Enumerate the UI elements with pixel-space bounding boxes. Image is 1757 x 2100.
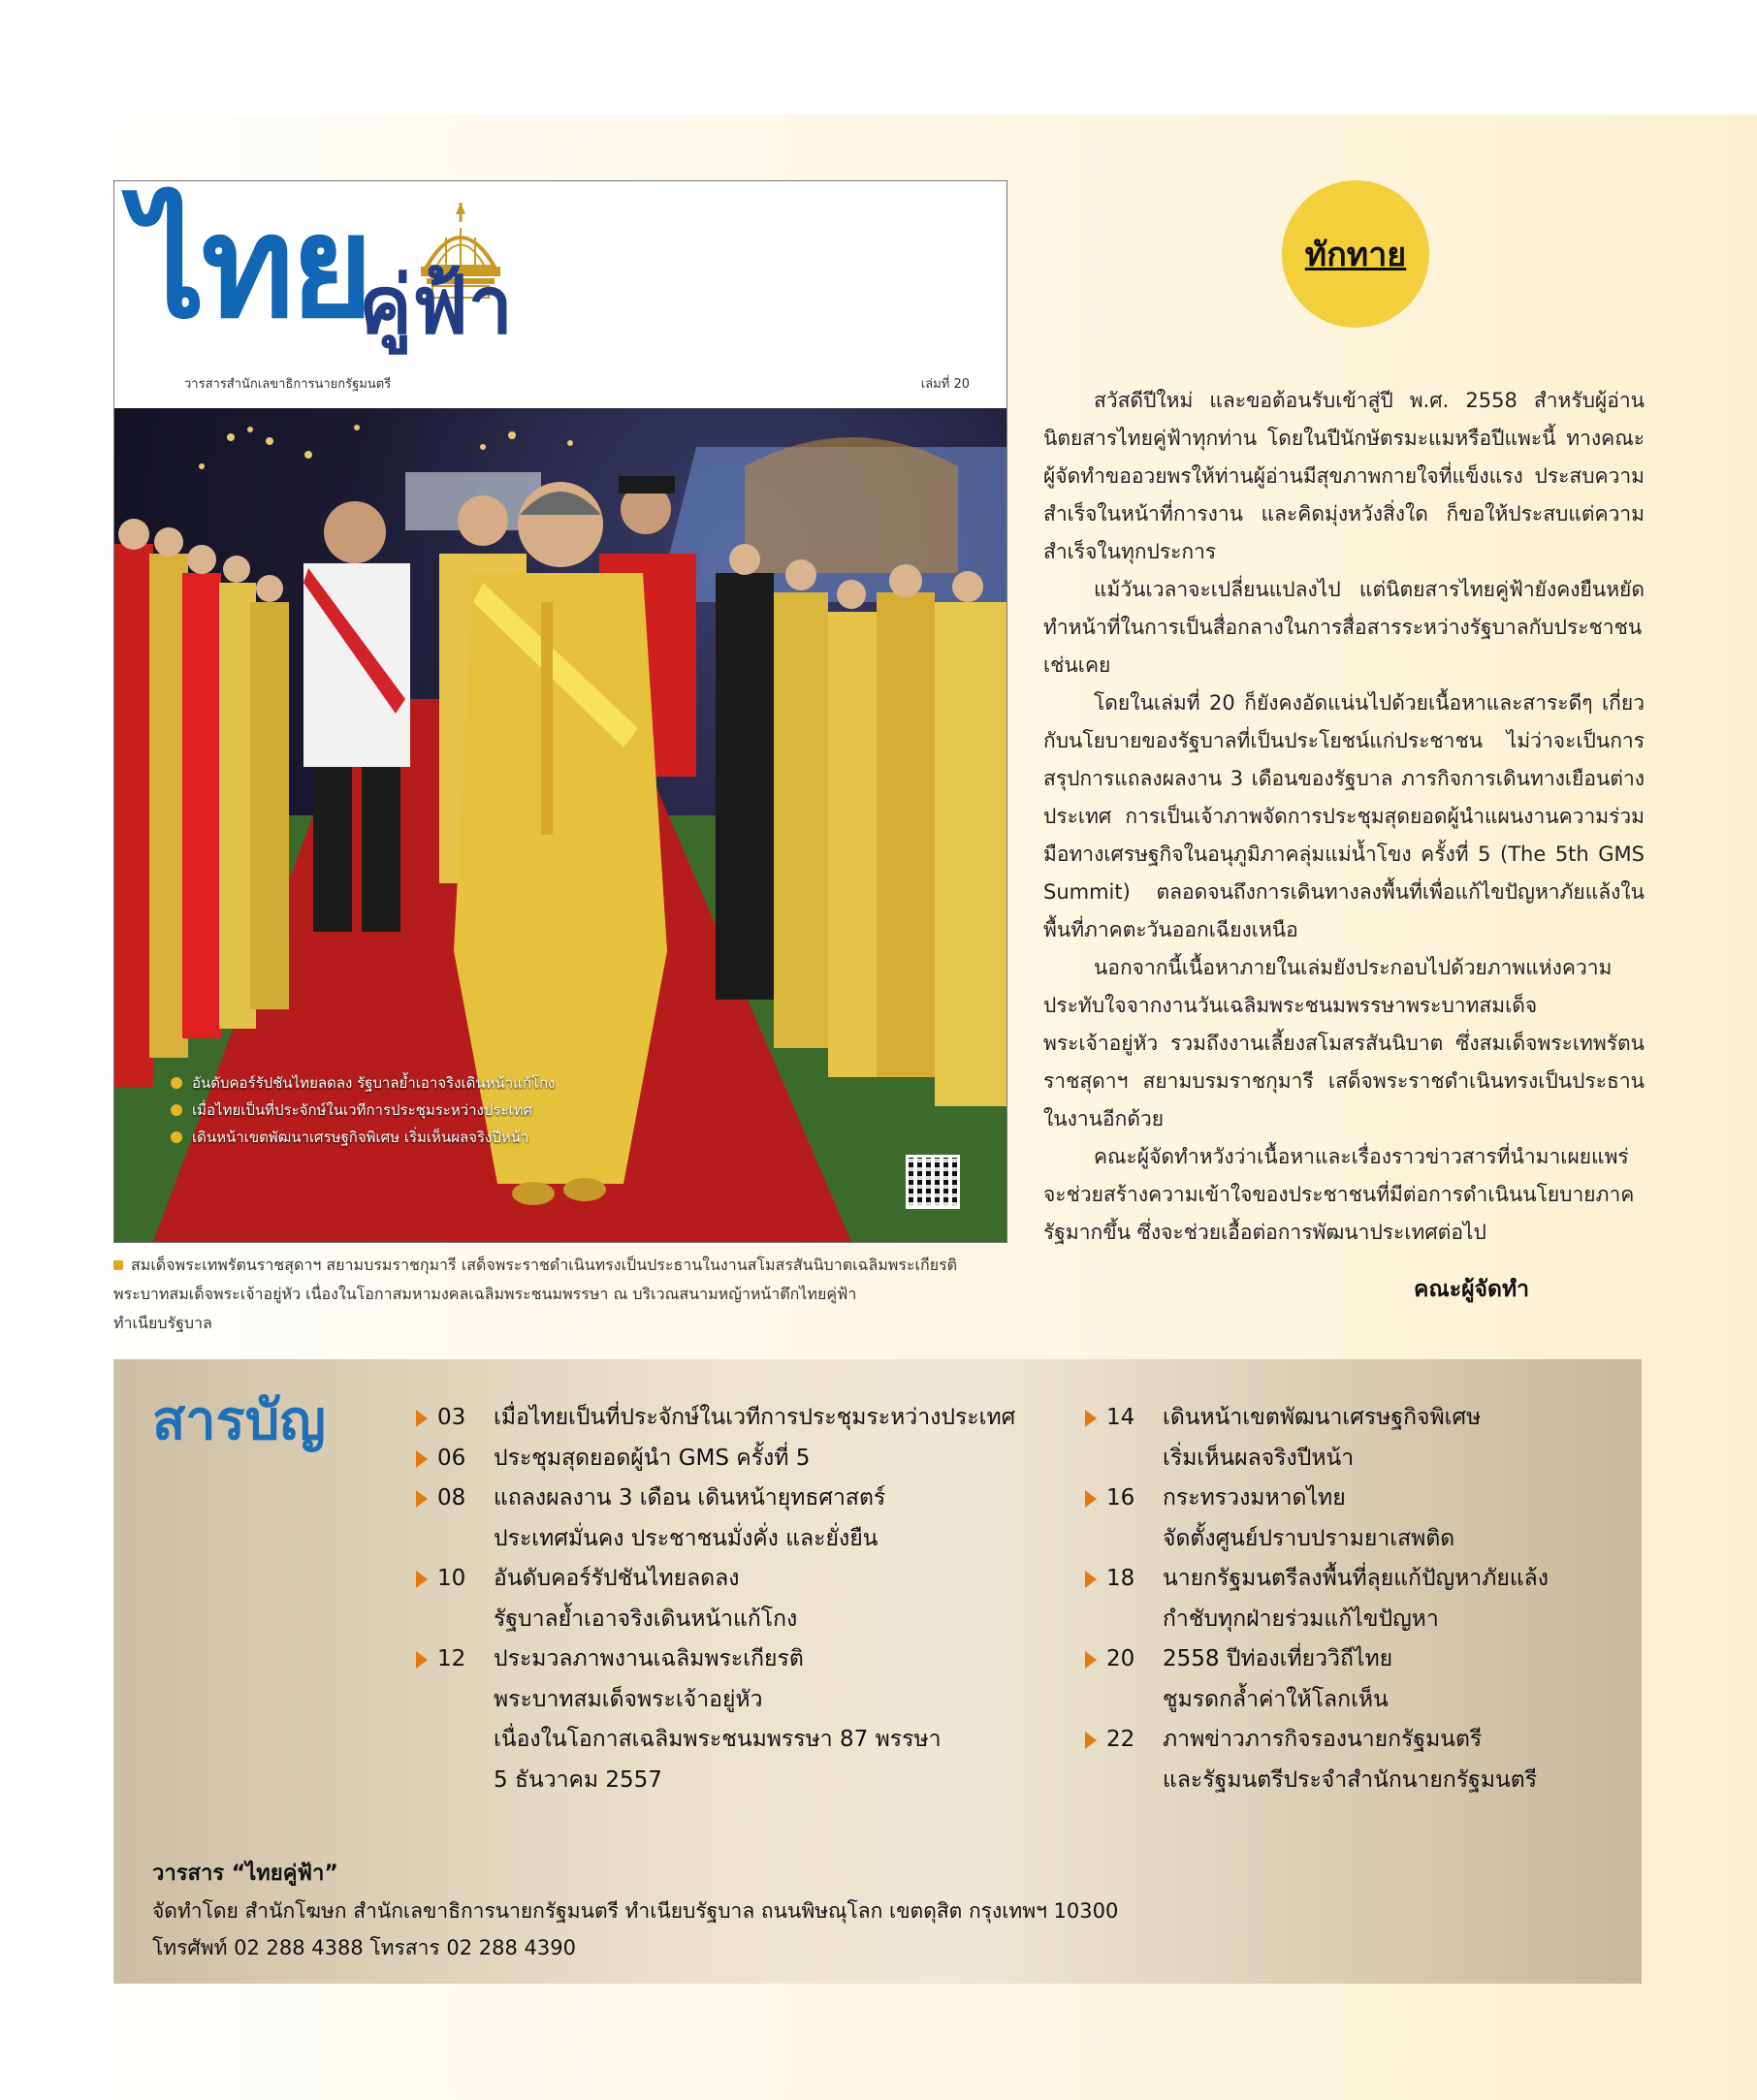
cover-headline xyxy=(171,1126,597,1149)
toc-item-title: รัฐบาลย้ำเอาจริงเดินหน้าแก้โกง xyxy=(494,1606,798,1632)
cover-headlines xyxy=(171,1071,597,1153)
arrow-right-icon xyxy=(416,1490,428,1508)
arrow-right-icon xyxy=(1085,1732,1097,1749)
toc-item-title: 5 ธันวาคม 2557 xyxy=(494,1766,662,1793)
toc-item[interactable] xyxy=(1085,1479,1628,1559)
greeting-badge-label: ทักทาย xyxy=(1304,236,1407,274)
toc-column-right xyxy=(1085,1398,1628,1800)
editorial-text xyxy=(1043,382,1645,1252)
bullet-icon xyxy=(171,1077,182,1089)
toc-item-title: แถลงผลงาน 3 เดือน เดินหน้ายุทธศาสตร์ xyxy=(494,1485,886,1511)
toc-item[interactable] xyxy=(416,1439,1037,1480)
greeting-badge xyxy=(1282,180,1429,328)
toc-item-title: เริ่มเห็นผลจริงปีหน้า xyxy=(1163,1445,1355,1471)
toc-page-number: 10 xyxy=(437,1566,466,1591)
toc-item[interactable] xyxy=(416,1398,1037,1439)
toc-item-title: 2558 ปีท่องเที่ยววิถีไทย xyxy=(1163,1646,1393,1671)
editorial-paragraph: สวัสดีปีใหม่ และขอต้อนรับเข้าสู่ปี พ.ศ. 2558 สำหรับผู้อ่านนิตยสารไทยคู่ฟ้าทุกท่าน โดยในปีนักษัตรมะแมหรือปีแพะนี้ ทางคณะผู้จัดทำขออวยพรให้ท่านผู้อ่านมีสุขภาพกายใจที่แข็งแรง ประสบความสำเร็จในหน้าที่การงาน และคิดมุ่งหวังสิ่งใด ก็ขอให้ประสบแต่ความสำเร็จในทุกประการ xyxy=(1043,389,1645,563)
cover-photo xyxy=(114,408,1006,1242)
cover-subtitle: วารสารสำนักเลขาธิการนายกรัฐมนตรี xyxy=(184,377,392,392)
toc-item-title: ประมวลภาพงานเฉลิมพระเกียรติ xyxy=(494,1646,804,1671)
arrow-right-icon xyxy=(416,1651,428,1669)
photo-caption xyxy=(113,1251,1006,1338)
toc-item-title: ภาพข่าวภารกิจรองนายกรัฐมนตรี xyxy=(1163,1727,1483,1752)
toc-page-number: 08 xyxy=(437,1485,466,1511)
cover-issue-number: เล่มที่ 20 xyxy=(920,377,970,392)
editorial-paragraph: แม้วันเวลาจะเปลี่ยนแปลงไป แต่นิตยสารไทยคู่ฟ้ายังคงยืนหยัดทำหน้าที่ในการเป็นสื่อกลางในการสื่อสารระหว่างรัฐบาลกับประชาชนเช่นเคย xyxy=(1043,578,1645,677)
magazine-cover xyxy=(113,180,1007,1243)
publisher-address: จัดทำโดย สำนักโฆษก สำนักเลขาธิการนายกรัฐมนตรี ทำเนียบรัฐบาล ถนนพิษณุโลก เขตดุสิต กรุงเทพฯ 10300 xyxy=(152,1899,1119,1923)
table-of-contents xyxy=(113,1359,1642,1984)
toc-item-title: กำชับทุกฝ่ายร่วมแก้ไขปัญหา xyxy=(1163,1606,1439,1632)
toc-title: สารบัญ xyxy=(152,1389,326,1452)
bullet-icon xyxy=(171,1131,182,1143)
editorial-paragraph: โดยในเล่มที่ 20 ก็ยังคงอัดแน่นไปด้วยเนื้อหาและสาระดีๆ เกี่ยวกับนโยบายของรัฐบาลที่เป็นประโยชน์แก่ประชาชน ไม่ว่าจะเป็นการสรุปการแถลงผลงาน 3 เดือนของรัฐบาล ภารกิจการเดินทางเยือนต่างประเทศ การเป็นเจ้าภาพจัดการประชุมสุดยอดผู้นำแผนงานความร่วมมือทางเศรษฐกิจในอนุภูมิภาคลุ่มแม่น้ำโขง ครั้งที่ 5 (The 5th GMS Summit) ตลอดจนถึงการเดินทางลงพื้นที่เพื่อแก้ไขปัญหาภัยแล้งในพื้นที่ภาคตะวันออกเฉียงเหนือ xyxy=(1043,691,1645,941)
toc-item[interactable] xyxy=(1085,1639,1628,1720)
toc-item[interactable] xyxy=(416,1559,1037,1639)
cover-headline xyxy=(171,1098,597,1122)
toc-item-title: อันดับคอร์รัปชันไทยลดลง xyxy=(494,1566,740,1591)
toc-item-title: กระทรวงมหาดไทย xyxy=(1163,1485,1346,1511)
toc-item-title: จัดตั้งศูนย์ปราบปรามยาเสพติด xyxy=(1163,1525,1455,1551)
editorial-paragraph: นอกจากนี้เนื้อหาภายในเล่มยังประกอบไปด้วยภาพแห่งความประทับใจจากงานวันเฉลิมพระชนมพรรษาพระบาทสมเด็จพระเจ้าอยู่หัว รวมถึงงานเลี้ยงสโมสรสันนิบาต ซึ่งสมเด็จพระเทพรัตนราชสุดาฯ สยามบรมราชกุมารี เสด็จพระราชดำเนินทรงเป็นประธานในงานอีกด้วย xyxy=(1043,956,1645,1130)
toc-item-title: เดินหน้าเขตพัฒนาเศรษฐกิจพิเศษ xyxy=(1163,1405,1482,1430)
publisher-contact: โทรศัพท์ 02 288 4388 โทรสาร 02 288 4390 xyxy=(152,1936,576,1959)
toc-item[interactable] xyxy=(1085,1398,1628,1479)
cover-headline xyxy=(171,1071,597,1095)
toc-page-number: 03 xyxy=(437,1405,466,1430)
toc-item-title: ประชุมสุดยอดผู้นำ GMS ครั้งที่ 5 xyxy=(494,1445,811,1471)
caption-marker-icon xyxy=(113,1260,123,1270)
arrow-right-icon xyxy=(416,1571,428,1588)
logo-sky-text: คู่ฟ้า xyxy=(359,260,513,352)
toc-page-number: 16 xyxy=(1106,1485,1135,1511)
caption-text: สมเด็จพระเทพรัตนราชสุดาฯ สยามบรมราชกุมารี เสด็จพระราชดำเนินทรงเป็นประธานในงานสโมสรสันนิบาตเฉลิมพระเกียรติ xyxy=(131,1256,958,1274)
arrow-right-icon xyxy=(1085,1410,1097,1427)
toc-item[interactable] xyxy=(1085,1720,1628,1800)
publisher-footer xyxy=(152,1856,1118,1966)
toc-page-number: 18 xyxy=(1106,1566,1135,1591)
toc-item-title: เนื่องในโอกาสเฉลิมพระชนมพรรษา 87 พรรษา xyxy=(494,1727,942,1752)
toc-item-title: ประเทศมั่นคง ประชาชนมั่งคั่ง และยั่งยืน xyxy=(494,1525,878,1551)
arrow-right-icon xyxy=(1085,1490,1097,1508)
editorial-paragraph: คณะผู้จัดทำหวังว่าเนื้อหาและเรื่องราวข่าวสารที่นำมาเผยแพร่จะช่วยสร้างความเข้าใจของประชาชนที่มีต่อการดำเนินนโยบายภาครัฐมากขึ้น ซึ่งจะช่วยเอื้อต่อการพัฒนาประเทศต่อไป xyxy=(1043,1145,1635,1244)
caption-line: พระบาทสมเด็จพระเจ้าอยู่หัว เนื่องในโอกาสมหามงคลเฉลิมพระชนมพรรษา ณ บริเวณสนามหญ้าหน้าตึกไทยคู่ฟ้า xyxy=(113,1285,857,1303)
cover-headline-text: เดินหน้าเขตพัฒนาเศรษฐกิจพิเศษ เริ่มเห็นผลจริงปีหน้า xyxy=(192,1129,529,1146)
toc-item-title: นายกรัฐมนตรีลงพื้นที่ลุยแก้ปัญหาภัยแล้ง xyxy=(1163,1566,1549,1591)
caption-line xyxy=(113,1251,1006,1280)
bullet-icon xyxy=(171,1104,182,1116)
toc-page-number: 12 xyxy=(437,1646,466,1671)
arrow-right-icon xyxy=(1085,1571,1097,1588)
cover-headline-text: อันดับคอร์รัปชันไทยลดลง รัฐบาลย้ำเอาจริงเดินหน้าแก้โกง xyxy=(192,1074,556,1092)
magazine-name: วารสาร “ไทยคู่ฟ้า” xyxy=(152,1861,338,1886)
toc-column-left xyxy=(416,1398,1037,1800)
toc-page-number: 06 xyxy=(437,1445,466,1471)
cover-headline-text: เมื่อไทยเป็นที่ประจักษ์ในเวทีการประชุมระหว่างประเทศ xyxy=(192,1101,533,1119)
editorial-signature: คณะผู้จัดทำ xyxy=(1414,1277,1530,1302)
toc-item-title: และรัฐมนตรีประจำสำนักนายกรัฐมนตรี xyxy=(1163,1766,1538,1793)
arrow-right-icon xyxy=(416,1410,428,1427)
toc-item-title: เมื่อไทยเป็นที่ประจักษ์ในเวทีการประชุมระหว่างประเทศ xyxy=(494,1405,1016,1430)
qr-code-icon xyxy=(906,1155,960,1209)
toc-item[interactable] xyxy=(416,1479,1037,1559)
toc-item[interactable] xyxy=(1085,1559,1628,1639)
toc-item[interactable] xyxy=(416,1639,1037,1800)
arrow-right-icon xyxy=(416,1450,428,1468)
caption-line: ทำเนียบรัฐบาล xyxy=(113,1314,212,1332)
arrow-right-icon xyxy=(1085,1651,1097,1669)
toc-page-number: 22 xyxy=(1106,1727,1135,1752)
cover-masthead xyxy=(114,181,1006,408)
toc-page-number: 20 xyxy=(1106,1646,1135,1671)
logo-thai-text: ไทย xyxy=(134,185,370,350)
toc-page-number: 14 xyxy=(1106,1405,1135,1430)
toc-item-title: พระบาทสมเด็จพระเจ้าอยู่หัว xyxy=(494,1686,763,1712)
toc-item-title: ชูมรดกล้ำค่าให้โลกเห็น xyxy=(1163,1686,1389,1712)
